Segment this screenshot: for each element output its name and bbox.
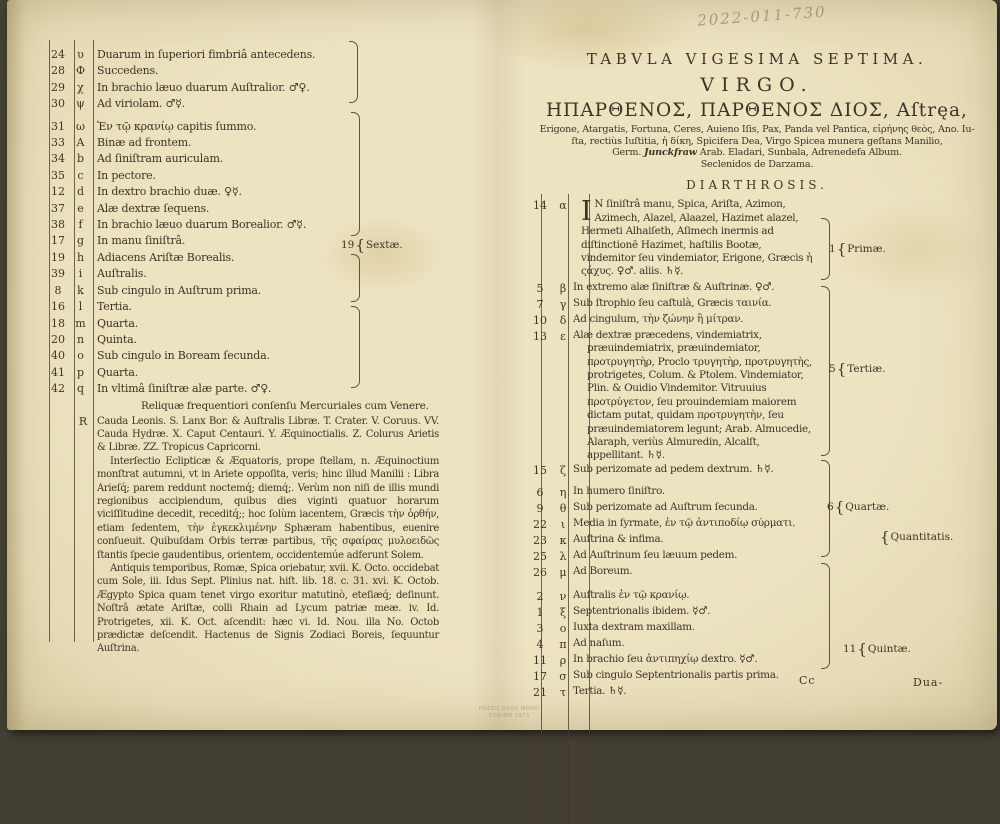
gathering-signature: Cc [799,674,816,687]
name-line: Seclenidos de Darzama. [700,158,814,170]
star-letter: k [77,283,84,297]
star-letter: R [78,414,88,428]
table-rule-outer [541,194,542,824]
star-row [45,47,455,63]
star-description: Auſtrina & infima. [573,532,664,545]
star-description: In vltimâ ſiniſtræ alæ parte. ♂♀. [97,382,272,396]
star-letter: ζ [560,463,566,477]
star-number: 40 [51,349,65,363]
book-spread-paper [7,0,997,730]
star-number: 3 [536,621,544,635]
star-description: Tertia. [97,300,132,314]
star-row [45,184,455,200]
mercuriales-note: Reliquæ frequentiori conſenſu Mercuriales cum Venere. [141,399,429,412]
star-letter: θ [559,501,567,515]
brace-icon: { [836,240,847,258]
star-row [45,299,455,315]
brace-icon: { [857,640,867,658]
star-row [527,621,987,637]
star-row [45,201,455,217]
star-number: 15 [533,463,547,477]
star-number: 1 [536,605,544,619]
star-number: 22 [533,517,547,531]
star-description: Sub perizomate ad pedem dextrum. ♄☿. [573,462,774,475]
magnitude-brace [351,306,360,388]
star-row [45,381,455,397]
star-row [527,605,987,621]
star-number: 7 [536,297,544,311]
star-description: Ad Auſtrinum ſeu læuum pedem. [573,548,738,561]
star-number: 25 [533,549,547,563]
star-row [527,501,987,517]
blackletter-word: Junckfraw [644,147,697,159]
star-description: Auſtralis ἐν τῷ κρανίῳ. [573,588,690,601]
star-row [45,151,455,167]
star-number: 2 [536,589,544,603]
star-description: In brachio læuo duarum Auſtralior. ♂♀. [97,80,310,94]
star-group-sextae [45,119,455,283]
star-number: 23 [533,533,547,547]
star-number: 42 [51,382,65,396]
star-letter: h [76,250,85,264]
star-row [45,266,455,282]
name-line: ſta, rectiùs Iuſtitia, ἡ δίκη, Spicifera Dea, Virgo Spicea munera geſtans Manilio, [571,135,943,147]
star-description: Ad Boreum. [573,564,633,577]
star-letter: Φ [75,64,86,78]
star-number: 20 [51,332,65,346]
magnitude-brace [351,112,360,236]
star-letter: c [77,168,84,182]
magnitude-brace [349,41,358,103]
table-rule-number [568,194,569,824]
pencil-inventory-number: 2022-011-730 [696,2,828,30]
star-description: Sub ſtrophio ſeu caſtulà, Græcis ταινία. [573,296,772,309]
star-description: In dextro brachio duæ. ♀☿. [97,185,242,199]
star-group-upper [45,47,455,113]
star-letter: e [77,201,84,215]
star-description: Binæ ad frontem. [97,136,192,150]
star-row [527,589,987,605]
star-row [45,135,455,151]
name-line: Erigone, Atargatis, Fortuna, Ceres, Auieno Iſis, Pax, Panda vel Pantica, εἰρήνης θεὸς, Ano. Iu- [539,124,975,135]
star-description: Ad ſiniſtram auriculam. [97,152,223,166]
star-row [45,348,455,364]
star-description: In humero ſiniſtro. [573,484,665,497]
star-letter: i [78,267,83,281]
magnitude-count: 19 [341,239,355,251]
paragraph-intersectio: Interſectio Eclipticæ & Æquatoris, prope ſtellam, n. Æquinoctium monſtrat autumni, vt in Ariete oppoſita, veris; hinc illud Manilii : Libra Arieſq́; parem reddunt noctemq́; diemq́;. Verùm non niſi de illis mundi regionibus accipiendum, quibus dies viginti quatuor horarum viciſſitudine decedit, receditq́;; hoc ſolùm iacentem, Græcis τὴν ὀρθήν, etiam ſedentem, τὴν ἐγκεκλιμένην Sphæram habentibus, euenire conſueuit. Quibuſdam Orbis terræ partibus, τῆς σφαίρας μυλοειδῶς ſtantis ſpecie gaudentibus, orientem, occidentemúe adferunt Solem. [97,455,439,561]
page-title: TABVLA VIGESIMA SEPTIMA. [586,50,928,68]
star-row [527,485,987,501]
star-letter: l [78,300,83,314]
star-description: Cauda Leonis. S. Lanx Bor. & Auſtralis Libræ. T. Crater. V. Coruus. VV. Cauda Hydræ. X. Caput Centauri. Y. Æquinoctialis. Z. Colurus Arietis & Libræ. ZZ. Tropicus Capricorni. [97,415,439,454]
star-number: 37 [51,201,65,215]
magnitude-label-primae: 1{Primæ. [829,240,886,258]
magnitude-name: Sextæ. [365,239,403,251]
star-description: Ἐν τῷ κρανίῳ capitis ſummo. [97,119,257,133]
r-row [45,415,455,455]
star-letter: α [559,199,567,213]
star-row [527,653,987,669]
star-number: 30 [51,97,65,111]
star-number: 11 [533,653,547,667]
star-description: Sub cingulo Septentrionalis partis prima. [573,668,779,681]
star-letter: π [559,637,567,651]
star-number: 38 [51,218,65,232]
star-row [45,332,455,348]
star-letter: ι [560,517,566,531]
star-row [45,217,455,233]
star-description: Alæ dextræ præcedens, vindemiatrix, præuindemiatrix, præuindemiator, προτρυγητὴρ, Proclo τρυγητὴρ, προτρυγητὴς, protrigetes, Colum. & Ptolem. Vindemiator, Plin. & Ouidio Vindemitor. Vitruuius προτρύγετον, ſeu prouindemiam maiorem dictam putat, quidam προτρυγητὴν, ſeu præuindemiatorem legunt; Arab. Almucedie, Alaraph, veriùs Almuredin, Alcalſt, appellitant. ♄☿. [573,328,813,462]
star-letter: m [75,316,86,330]
magnitude-brace [821,563,830,669]
star-letter: o [77,349,84,363]
star-number: 14 [533,199,547,213]
star-letter: g [76,234,85,248]
star-number: 33 [51,136,65,150]
star-row-alpha [527,198,987,278]
star-letter: γ [559,297,567,311]
star-number: 34 [51,152,65,166]
star-letter: ρ [559,653,567,667]
star-row [527,329,987,463]
star-row [45,365,455,381]
printer-stamp: POZZO GROS MONTI TORINO 1973 [478,706,541,719]
star-letter: τ [559,685,567,699]
right-page [527,40,987,699]
name-line: Germ. Junckfraw Arab. Eladari, Sunbala, Adrenedefa Album. [612,147,902,159]
star-description: Septentrionalis ibidem. ☿♂. [573,604,711,617]
star-description: Quinta. [97,332,137,346]
star-letter: p [76,365,85,379]
star-number: 18 [51,316,65,330]
star-row [45,119,455,135]
star-description: In pectore. [97,168,156,182]
star-row [45,168,455,184]
star-number: 5 [536,281,544,295]
star-letter: ε [560,329,566,343]
star-number: 21 [533,685,547,699]
magnitude-label-tertiae: 5{Tertiæ. [829,360,886,378]
star-description: Ad naſum. [573,636,625,649]
brace-icon: { [836,360,847,378]
star-description: Duarum in ſuperiori fimbriâ antecedens. [97,48,316,61]
magnitude-label-sextae [341,236,403,254]
magnitude-label-quantitatis: {Quantitatis. [880,528,954,546]
star-description: In manu ſiniſtrâ. [97,234,186,248]
star-letter: χ [77,80,84,94]
star-description: In extremo alæ ſiniſtræ & Auſtrinæ. ♀♂. [573,280,775,293]
star-description: In brachio læuo duarum Borealior. ♂☿. [97,218,307,232]
star-row [527,281,987,297]
star-letter: d [76,185,85,199]
diarthrosis-list [527,198,987,701]
star-number: 17 [533,669,547,683]
star-letter: ω [76,119,85,133]
star-letter: ο [559,621,567,635]
star-letter: υ [77,48,84,61]
star-letter: μ [559,565,567,579]
star-letter: n [76,332,85,346]
star-number: 35 [51,168,65,182]
star-description: Iuxta dextram maxillam. [573,620,695,633]
star-description: Succedens. [97,64,159,78]
star-row [45,283,455,299]
star-row [527,297,987,313]
greek-title: ΗΠΑΡΘΕΝΟΣ, ΠΑΡΘΕΝΟΣ ΔΙΟΣ, Aſtręa, [546,100,968,121]
star-row [45,63,455,79]
catchword: Dua- [913,676,944,689]
star-description: Ad cingulum, τὴν ζώνην ἢ μίτραν. [573,312,744,325]
star-number: 31 [51,119,65,133]
star-number: 41 [51,365,65,379]
star-group-tertiae [527,281,987,479]
star-description: Adiacens Ariſtæ Borealis. [97,250,235,264]
star-description: Auſtralis. [97,267,147,281]
table-rule-outer [49,40,50,642]
star-row [527,637,987,653]
star-description: Sub perizomate ad Auſtrum ſecunda. [573,500,758,513]
magnitude-label-quintae: 11{Quintæ. [843,640,911,658]
star-description: In brachio ſeu ἀντιπηχίῳ dextro. ☿♂. [573,652,758,665]
star-letter: η [559,485,567,499]
star-number: 17 [51,234,65,248]
star-number: 4 [536,637,544,651]
star-row [527,565,987,581]
star-number: 8 [54,283,62,297]
alternate-names [527,124,987,170]
star-letter: b [76,152,85,166]
magnitude-brace [351,254,360,302]
table-rule-letter [93,40,94,642]
star-number: 19 [51,250,65,264]
star-description: Ad viriolam. ♂☿. [97,97,186,111]
star-description: Sub cingulo in Auſtrum prima. [97,283,262,297]
brace-icon: { [834,498,845,516]
star-row [45,80,455,96]
star-number: 39 [51,267,65,281]
star-number: 29 [51,80,65,94]
magnitude-label-quartae: 6{Quartæ. [827,498,890,516]
star-number: 16 [51,300,65,314]
star-number: 6 [536,485,544,499]
star-letter: δ [559,313,567,327]
table-rule-number [74,40,75,642]
paragraph-antiquis: Antiquis temporibus, Romæ, Spica oriebatur, xvii. K. Octo. occidebat cum Sole, iii. Idus Sept. Plinius nat. hiſt. lib. 18. c. 31. xvi. K. Octob. Ægypto Spica quam tenet virgo exoritur matutinò, eteſiæq́; deſinunt. Noſtrâ ætate Ariſtæ, colli Rhain ad Lycum patriæ meæ. iv. Id. Protrigetes, xii. K. Oct. aſcendit: hæc vi. Id. Nou. illa No. Octob prædictæ deſcendit. Hactenus de Signis Zodiaci Boreis, ſequuntur Auſtrina. [97,563,439,655]
star-letter: ν [559,589,567,603]
star-description: Quarta. [97,365,138,379]
section-heading: DIARTHROSIS. [686,178,828,193]
star-number: 9 [536,501,544,515]
star-list [45,47,455,398]
left-page [45,38,455,658]
star-row [527,549,987,565]
brace-icon: { [355,236,365,254]
star-letter: q [76,382,85,396]
star-description: Media in ſyrmate, ἐν τῷ ἀντιποδίῳ σύρματι. [573,516,796,529]
star-number: 10 [533,313,547,327]
star-group-lower [45,283,455,398]
star-number: 13 [533,329,547,343]
star-number: 24 [51,48,65,61]
star-description: Quarta. [97,316,138,330]
star-letter: A [76,136,85,150]
star-letter: f [78,218,83,232]
star-letter: σ [559,669,567,683]
star-letter: ξ [559,605,567,619]
drop-cap: I [581,196,592,228]
star-description: Alæ dextræ ſequens. [97,201,210,215]
star-letter: ψ [76,97,85,111]
star-number: 12 [51,185,65,199]
table-rule-letter [589,194,590,824]
star-letter: κ [559,533,567,547]
brace-icon: { [880,528,890,546]
star-number: 28 [51,64,65,78]
star-number: 26 [533,565,547,579]
star-letter: λ [559,549,567,563]
star-row [527,313,987,329]
star-row [527,463,987,479]
star-description: Tertia. ♄☿. [573,684,627,697]
star-description: Sub cingulo in Boream ſecunda. [97,349,270,363]
star-letter: β [559,281,567,295]
star-row [45,316,455,332]
star-description: I N ſiniſtrâ manu, Spica, Ariſta, Azimon, Azimech, Alazel, Alaazel, Hazimet alazel, Hermeti Alhaiſeth, Aſimech inermis ad diſtinctionē Hazimet, haſtilis Bootæ, vindemitor ſeu vindemiator, Erigone, Græcis ἡ ςάχυς. ♀♂. aliis. ♄☿. [581,196,813,278]
constellation-name: VIRGO. [700,74,814,96]
star-row [45,96,455,112]
